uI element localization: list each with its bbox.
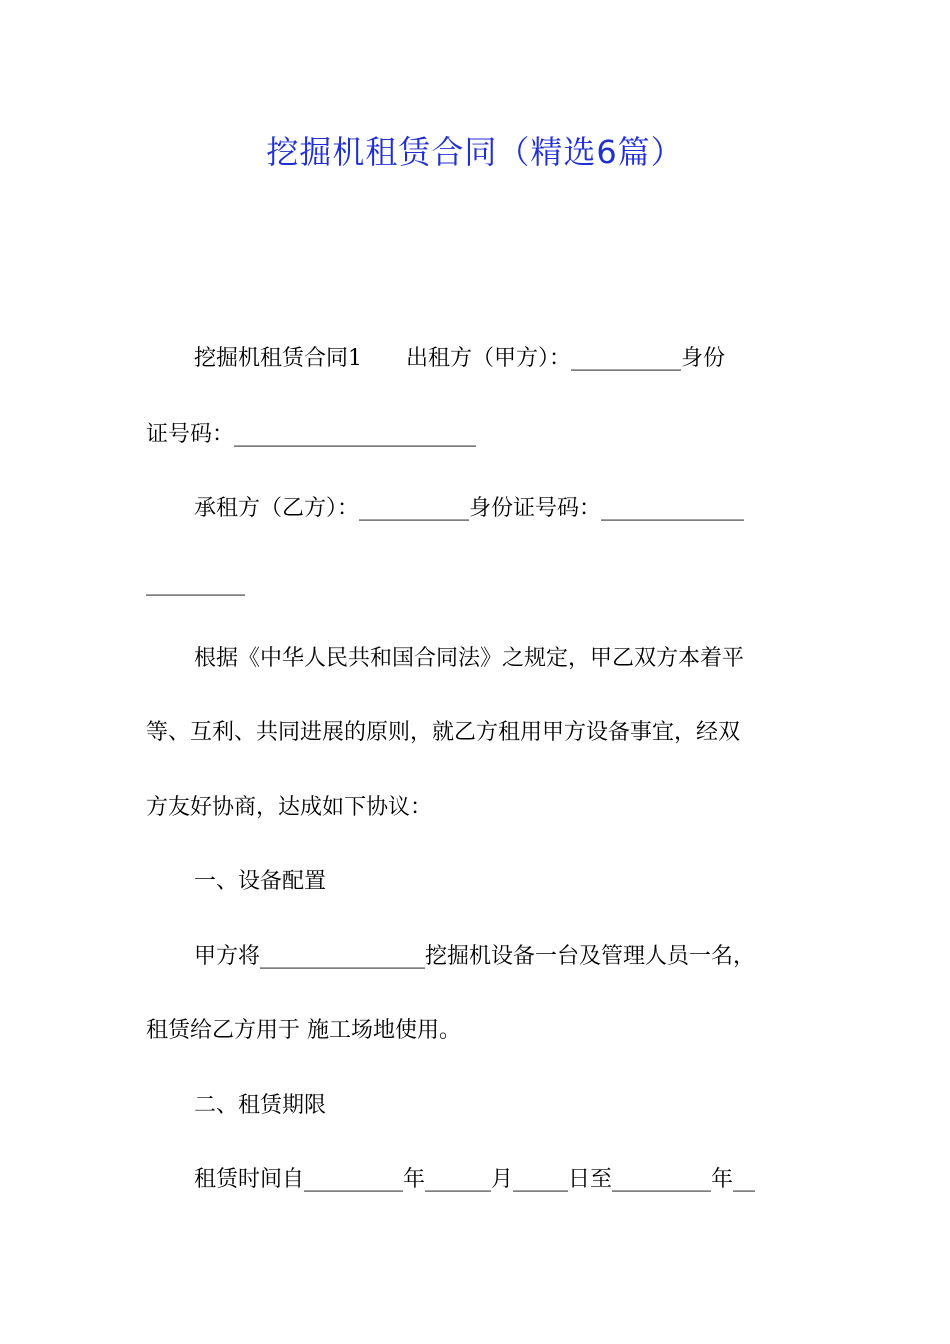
section-heading-lease-term: 二、租赁期限 — [194, 1093, 327, 1118]
document-title: 挖掘机租赁合同（精选6篇） — [266, 133, 684, 171]
paragraph-line-equipment-2: 租赁给乙方用于 施工场地使用。 — [146, 1018, 461, 1043]
section-heading-equipment: 一、设备配置 — [194, 869, 327, 894]
paragraph-line-lessee-id-cont: _________ — [146, 571, 245, 596]
paragraph-line-lessor-id: 证号码：______________________ — [146, 422, 477, 447]
paragraph-line-lease-term: 租赁时间自_________年______月_____日至_________年__ — [194, 1167, 756, 1192]
paragraph-line-lessee: 承租方（乙方）：__________身份证号码：_____________ — [194, 496, 745, 521]
paragraph-line-parties-lessor: 挖掘机租赁合同1 出租方（甲方）：__________身份 — [194, 346, 725, 371]
paragraph-line-preamble-2: 等、互利、共同进展的原则，就乙方租用甲方设备事宜，经双 — [146, 720, 741, 745]
paragraph-line-equipment-1: 甲方将_______________挖掘机设备一台及管理人员一名， — [194, 944, 756, 969]
paragraph-line-preamble-1: 根据《中华人民共和国合同法》之规定，甲乙双方本着平 — [194, 646, 745, 671]
paragraph-line-preamble-3: 方友好协商，达成如下协议： — [146, 795, 433, 820]
